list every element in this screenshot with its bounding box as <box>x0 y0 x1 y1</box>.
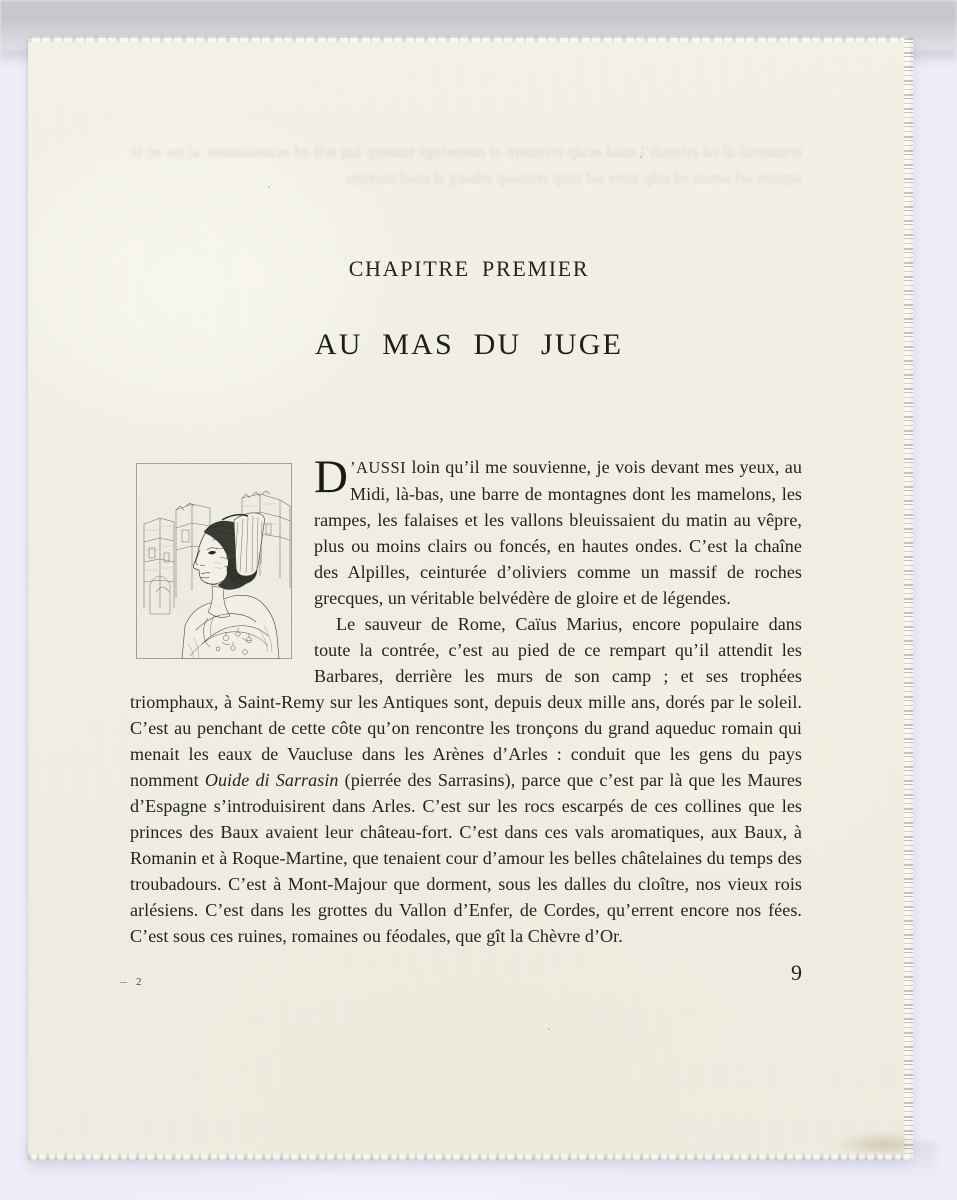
paragraph-2-italic-term: Ouide di Sarrasin <box>204 770 339 790</box>
paragraph-2-part-1: Le sauveur de Rome, Caïus Marius, encore populaire dans toute la contrée, c’est au pied de ce rempart qu’il attendit les Barbares, derrière les murs de son camp ; et ses trophées triomphaux, à Saint-Remy sur les Antiques sont, depuis deux mille ans, dorés par le soleil. C’est au penchant de cette côte qu’on rencontre les tronçons du grand aqueduc romain qui menait les eaux de Vaucluse dans les Arènes d’Arles : conduit que les gens du pays nomment <box>130 614 802 790</box>
paper-sheet <box>28 38 910 1158</box>
page-number: 9 <box>791 960 802 985</box>
chapter-title: AU MAS DU JUGE <box>314 328 624 361</box>
illustration-etching <box>130 458 298 664</box>
printed-content <box>28 38 910 1158</box>
opening-small-caps: ’AUSSI <box>350 458 407 477</box>
chapter-label: CHAPITRE PREMIER <box>348 256 590 281</box>
paragraph-2-part-2: (pierrée des Sarrasins), parce que c’est par là que les Maures d’Espagne s’introduisirent dans Arles. C’est sur les rocs escarpés de ces collines que les princes des Baux avaient leur château-fort. C’est dans ces vals aromatiques, aux Baux, à Romanin et à Roque-Martine, que tenaient cour d’amour les belles châtelaines du temps des troubadours. C’est à Mont-Majour que dorment, sous les dalles du cloître, nos vieux rois arlésiens. C’est dans les grottes du Vallon d’Enfer, de Cordes, qu’errent encore nos fées. C’est sous ces ruines, romaines ou féodales, que gît la Chèvre d’Or. <box>130 770 802 946</box>
signature-mark: 2 <box>136 976 142 988</box>
signature-dash <box>120 982 127 983</box>
paragraph-1-text: loin qu’il me souvienne, je vois devant mes yeux, au Midi, là-bas, une barre de montagnes dont les mamelons, les rampes, les falaises et les vallons bleuissaient du matin au vêpre, plus ou moins clairs ou foncés, en hautes ondes. C’est la chaîne des Alpilles, ceinturée d’oliviers comme un massif de roches grecques, un véritable belvédère de gloire et de légendes. <box>314 457 802 608</box>
verso-showthrough-text: erutaréttil al ed eriotsih’l snad ecalp erèimerp al tnemelagé tnanerp iuq sell ed ecnassiannoc al tse ec te sepmet sel setuot ed sulp xuev sel ruop eriossap ednarg al snad tnavirra <box>130 144 802 187</box>
drop-cap: D <box>314 451 348 503</box>
body-text-block <box>130 451 802 949</box>
